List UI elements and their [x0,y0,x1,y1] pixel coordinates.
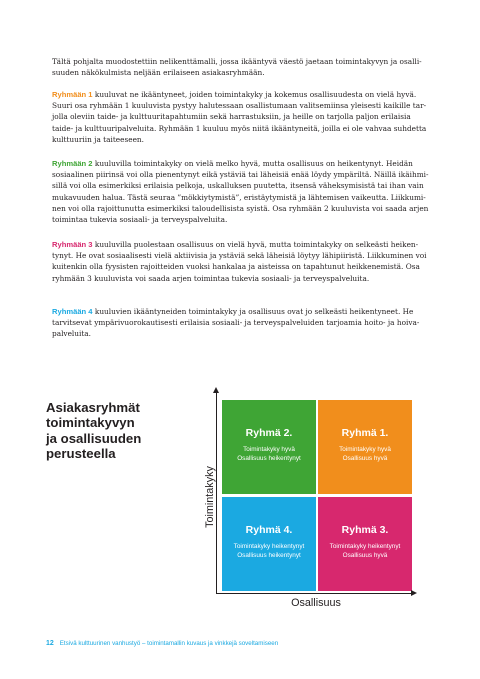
x-axis-line [216,593,412,594]
page-number: 12 [46,640,54,647]
paragraph-line [52,306,434,317]
paragraph-text: kuuluvilla puolestaan osallisuus on vielä hyvä, mutta toimintakyky on selkeästi heiken- [92,240,419,249]
y-axis-arrow-icon [213,387,219,393]
quadrant-title: Ryhmä 4. [245,524,293,536]
paragraph-line: jolla oleviin taide- ja kulttuuritapahtumiin sekä harrastuksiin, ja heille on tarjolla paljon erilaisia [52,112,411,122]
quadrant-text: Toimintakyky hyvä [339,446,391,453]
quadrant-text: Toimintakyky heikentynyt [233,543,305,550]
paragraph-line: kuitenkin olla fyysisten rajoitteiden vuoksi hankalaa ja aisteissa on tapahtunut heikkenemistä. Osa [52,262,420,272]
paragraph-line [52,158,434,169]
paragraph-line: Suuri osa ryhmään 1 kuuluvista pystyy halutessaan osallistumaan valitsemiinsa yleisesti kaikille tar- [52,101,427,111]
quadrant-title: Ryhmä 1. [341,427,389,439]
quadrant-text: Osallisuus hyvä [342,455,388,462]
x-axis-arrow-icon [411,590,417,596]
paragraph-text: kuuluvilla toimintakyky on vielä melko hyvä, mutta osallisuus on heikentynyt. Heidän [92,159,413,168]
quadrant-title: Ryhmä 2. [245,427,293,439]
chart-title-line: perusteella [46,446,116,462]
y-axis-label: Toimintakyky [204,466,216,528]
quadrant-group-4 [222,497,316,591]
chart-title-line: ja osallisuuden [46,430,142,446]
intro-line: Tältä pohjalta muodostettiin nelikenttämalli, jossa ikääntyvä väestö jaetaan toimintakyvyn ja osalli- [52,57,422,66]
group-1-paragraph [52,89,434,145]
quadrant-text: Toimintakyky heikentynyt [329,543,401,550]
paragraph-line: palveluita. [52,329,92,339]
group-3-keyword: Ryhmään 3 [52,240,93,249]
paragraph-line: taide- ja kulttuuripalveluita. Ryhmään 1 kuuluu myös niitä ikääntyneitä, joilla ei ole vahvaa suhdetta [52,123,427,133]
page-footer [46,640,278,647]
paragraph-text: kuuluvien ikääntyneiden toimintakyky ja osallisuus ovat jo selkeästi heikentyneet. He [92,307,414,316]
group-4-keyword: Ryhmään 4 [52,307,93,316]
paragraph-line [52,89,434,100]
quadrant-text: Osallisuus heikentynyt [237,552,301,559]
quadrant-group-1 [318,400,412,494]
paragraph-line: toimintaa tukevia sosiaali- ja terveyspalveluita. [52,215,228,225]
paragraph-line: ryhmään 3 kuuluvista voi saada arjen toimintaa tukevia sosiaali- ja terveyspalveluita. [52,273,370,283]
x-axis-label: Osallisuus [291,597,341,609]
intro-paragraph [52,56,434,78]
group-2-paragraph [52,158,434,225]
quadrant-group-3 [318,497,412,591]
group-2-keyword: Ryhmään 2 [52,159,93,168]
footer-text: Etsivä kulttuurinen vanhustyö – toimintamallin kuvaus ja vinkkejä soveltamiseen [59,640,279,647]
quadrant-group-2 [222,400,316,494]
quadrant-text: Toimintakyky hyvä [243,446,295,453]
intro-line: suuden näkökulmista neljään erilaiseen asiakasryhmään. [52,68,265,78]
paragraph-line: sillä voi olla esimerkiksi erilaisia pelkoja, uskalluksen puutetta, itsensä väheksymisistä tai ihan vain [52,181,424,191]
paragraph-line: sosiaalinen piirinsä voi olla pienentynyt eikä ystäviä tai läheisiä enää löydy ympäriltä. Näillä ikäihmi- [52,170,429,180]
paragraph-line: nen voi olla rajoittunutta esimerkiksi taloudellisista syistä. Osa ryhmään 2 kuuluvista voi saada arjen [52,203,429,213]
chart-title-line: toimintakyvyn [46,415,135,431]
paragraph-text: kuuluvat ne ikääntyneet, joiden toimintakyky ja kokemus osallisuudesta on vielä hyvä. [92,90,417,99]
group-1-keyword: Ryhmään 1 [52,90,93,99]
group-4-paragraph [52,306,434,340]
paragraph-line: tarvitsevat ympärivuorokautisesti erilaisia sosiaali- ja terveyspalveluiden tarjoamia hoito- ja hoiva- [52,318,420,328]
chart-title [46,400,186,462]
paragraph-line: kulttuuriin ja taiteeseen. [52,134,144,144]
quadrant-title: Ryhmä 3. [341,524,389,536]
group-3-paragraph [52,239,434,284]
paragraph-line: mukavuuden halua. Tästä seuraa ”mökkiytymistä”, eristäytymistä ja lähtemisen vaikeutta. Liikkumi- [52,192,426,202]
y-axis-line [216,392,217,594]
paragraph-line: tynyt. He ovat sosiaalisesti vielä aktiivisia ja ystäviä sekä läheisiä löytyy lähipiiristä. Liikkuminen voi [52,251,427,261]
quadrant-text: Osallisuus heikentynyt [237,455,301,462]
quadrant-text: Osallisuus hyvä [342,552,388,559]
paragraph-line [52,239,434,250]
chart-title-line: Asiakasryhmät [46,400,140,415]
